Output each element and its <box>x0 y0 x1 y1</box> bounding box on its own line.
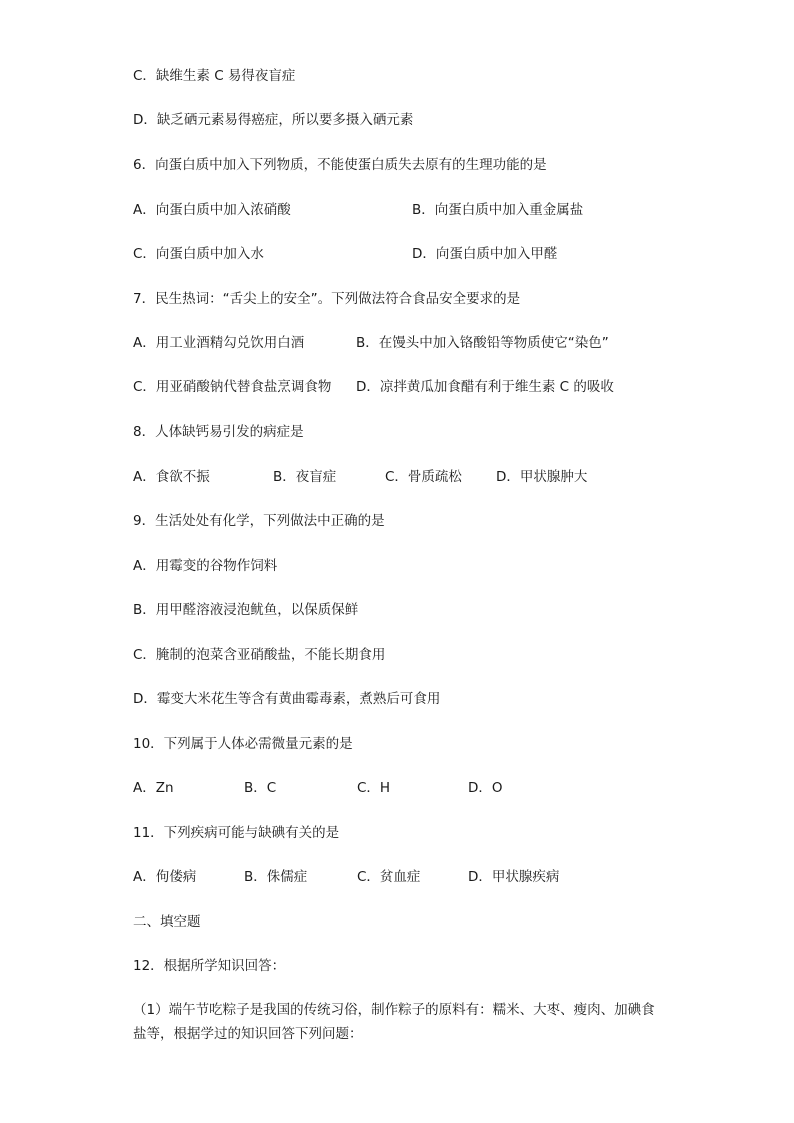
q10-option-d: D．O <box>468 780 503 796</box>
q11-option-b: B．侏儒症 <box>244 869 308 885</box>
q7-option-a: A．用工业酒精勾兑饮用白酒 <box>133 335 305 351</box>
question-12-part-1: （1）端午节吃粽子是我国的传统习俗，制作粽子的原料有：糯米、大枣、瘦肉、加碘食盐等，根据学过的知识回答下列问题： <box>133 1002 655 1042</box>
q9-option-b: B．用甲醛溶液浸泡鱿鱼，以保质保鲜 <box>133 602 359 618</box>
question-12: 12．根据所学知识回答： <box>133 958 286 974</box>
question-6: 6．向蛋白质中加入下列物质，不能使蛋白质失去原有的生理功能的是 <box>133 157 547 173</box>
q9-option-a: A．用霉变的谷物作饲料 <box>133 558 278 574</box>
q10-option-c: C．H <box>357 780 391 796</box>
q6-option-d: D．向蛋白质中加入甲醛 <box>412 246 558 262</box>
q7-option-c: C．用亚硝酸钠代替食盐烹调食物 <box>133 379 332 395</box>
q8-option-a: A．食欲不振 <box>133 469 210 485</box>
q7-option-b: B．在馒头中加入铬酸铅等物质使它“染色” <box>356 335 609 351</box>
q11-option-d: D．甲状腺疾病 <box>468 869 560 885</box>
q11-option-c: C．贫血症 <box>357 869 421 885</box>
q5-option-c: C．缺维生素 C 易得夜盲症 <box>133 68 296 84</box>
q9-option-d: D．霉变大米花生等含有黄曲霉毒素，煮熟后可食用 <box>133 691 441 707</box>
q6-option-c: C．向蛋白质中加入水 <box>133 246 264 262</box>
section-heading-fill-in: 二、填空题 <box>133 914 201 930</box>
question-11: 11．下列疾病可能与缺碘有关的是 <box>133 825 340 841</box>
q5-option-d: D．缺乏硒元素易得癌症，所以要多摄入硒元素 <box>133 112 414 128</box>
q10-option-b: B．C <box>244 780 277 796</box>
q8-option-c: C．骨质疏松 <box>385 469 462 485</box>
q11-option-a: A．佝偻病 <box>133 869 197 885</box>
question-9: 9．生活处处有化学，下列做法中正确的是 <box>133 513 385 529</box>
question-10: 10．下列属于人体必需微量元素的是 <box>133 736 353 752</box>
q6-option-b: B．向蛋白质中加入重金属盐 <box>412 202 584 218</box>
question-7: 7．民生热词：“舌尖上的安全”。下列做法符合食品安全要求的是 <box>133 291 521 307</box>
q10-option-a: A．Zn <box>133 780 174 796</box>
q9-option-c: C．腌制的泡菜含亚硝酸盐，不能长期食用 <box>133 647 386 663</box>
q7-option-d: D．凉拌黄瓜加食醋有利于维生素 C 的吸收 <box>356 379 614 395</box>
question-8: 8．人体缺钙易引发的病症是 <box>133 424 304 440</box>
q8-option-b: B．夜盲症 <box>273 469 337 485</box>
q8-option-d: D．甲状腺肿大 <box>496 469 588 485</box>
q6-option-a: A．向蛋白质中加入浓硝酸 <box>133 202 291 218</box>
